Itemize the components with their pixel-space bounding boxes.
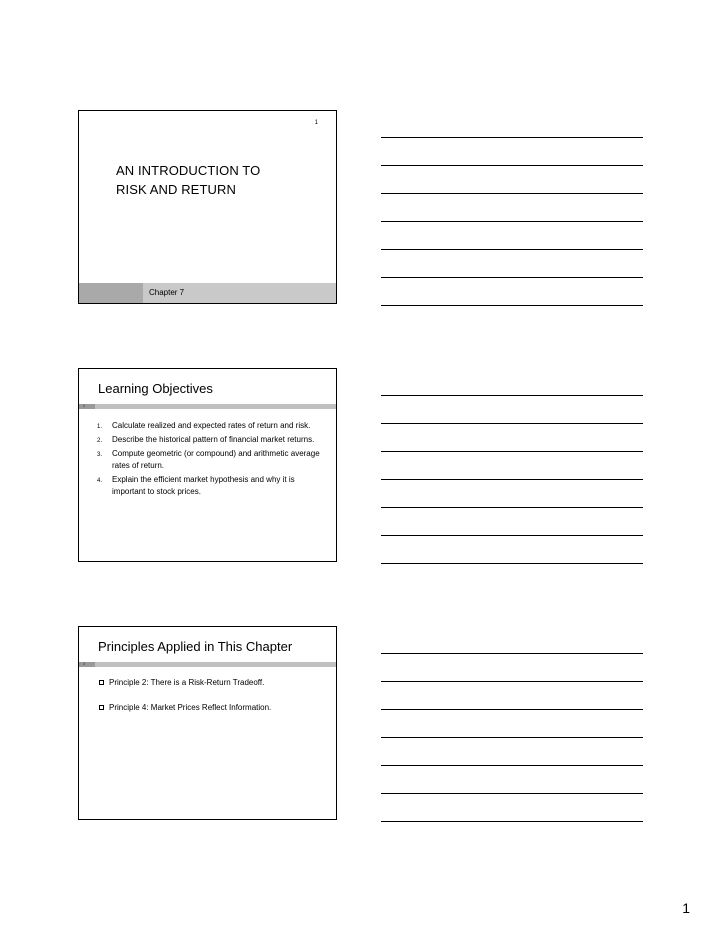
slide-number: 3 [83, 661, 86, 666]
note-line [381, 709, 643, 710]
note-line [381, 395, 643, 396]
slide-title [116, 161, 260, 199]
slide-number: 1 [314, 120, 318, 126]
note-line [381, 305, 643, 306]
list-item-text: Explain the efficient market hypothesis and why it is important to stock prices. [112, 475, 295, 496]
slide-title: Principles Applied in This Chapter [98, 639, 293, 654]
slide-title: Learning Objectives [98, 381, 213, 396]
list-item [97, 448, 325, 472]
footer-accent-block [79, 283, 143, 303]
note-line [381, 221, 643, 222]
list-item [99, 677, 327, 689]
slide-1 [78, 110, 337, 304]
list-item-number: 3. [97, 452, 103, 458]
objectives-list [97, 420, 325, 500]
note-line [381, 137, 643, 138]
note-line [381, 277, 643, 278]
note-line [381, 653, 643, 654]
slide-title-line-1: AN INTRODUCTION TO [116, 163, 261, 178]
list-item [99, 702, 327, 714]
note-line [381, 821, 643, 822]
note-line [381, 507, 643, 508]
list-item-text: Calculate realized and expected rates of return and risk. [112, 421, 311, 430]
note-line [381, 765, 643, 766]
list-item-text: Compute geometric (or compound) and arithmetic average rates of return. [112, 449, 320, 470]
note-line [381, 563, 643, 564]
list-item-number: 4. [97, 478, 103, 484]
note-line [381, 451, 643, 452]
note-line [381, 479, 643, 480]
note-line [381, 535, 643, 536]
note-line [381, 793, 643, 794]
title-rule [79, 662, 336, 667]
title-rule [79, 404, 336, 409]
list-item [97, 420, 325, 432]
list-item-text: Principle 4: Market Prices Reflect Information. [109, 703, 272, 712]
square-bullet-icon [99, 705, 104, 710]
note-line [381, 423, 643, 424]
rule-accent-block [79, 662, 95, 667]
list-item [97, 434, 325, 446]
list-item-text: Describe the historical pattern of financial market returns. [112, 435, 315, 444]
square-bullet-icon [99, 680, 104, 685]
list-item-text: Principle 2: There is a Risk-Return Tradeoff. [109, 678, 265, 687]
list-item-number: 1. [97, 424, 103, 430]
slide-footer-bar [79, 283, 336, 303]
note-line [381, 681, 643, 682]
slide-3 [78, 626, 337, 820]
chapter-label: Chapter 7 [149, 288, 185, 297]
note-line [381, 249, 643, 250]
principles-list [99, 677, 327, 727]
note-line [381, 165, 643, 166]
slide-2 [78, 368, 337, 562]
list-item [97, 474, 325, 498]
list-item-number: 2. [97, 438, 103, 444]
note-line [381, 737, 643, 738]
slide-title-line-2: RISK AND RETURN [116, 182, 236, 197]
note-line [381, 193, 643, 194]
rule-accent-block [79, 404, 95, 409]
slide-number: 2 [83, 403, 86, 408]
page-number: 1 [682, 900, 690, 916]
